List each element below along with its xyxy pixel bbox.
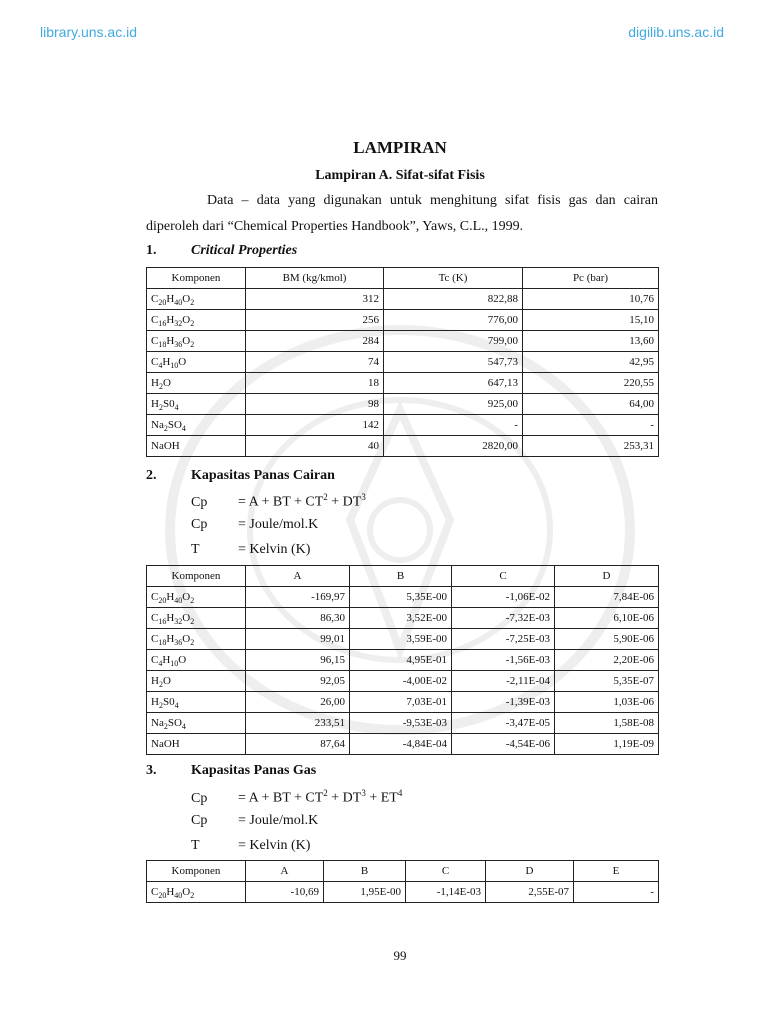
formula-subscript: 20 <box>158 298 167 308</box>
value-cell: 547,73 <box>384 352 523 373</box>
formula-text: NaOH <box>151 738 180 750</box>
column-header: D <box>555 566 659 587</box>
table-row <box>147 415 659 436</box>
value-cell: 1,19E-09 <box>555 734 659 755</box>
formula-subscript: 4 <box>181 424 186 434</box>
equation-lhs: T <box>191 542 200 557</box>
value-cell: 64,00 <box>523 394 659 415</box>
equation-rhs: = Joule/mol.K <box>238 813 319 828</box>
equation-lhs: Cp <box>191 494 208 510</box>
formula-subscript: 2 <box>190 596 195 606</box>
value-cell: 99,01 <box>246 629 350 650</box>
value-cell: 6,10E-06 <box>555 608 659 629</box>
value-cell: 776,00 <box>384 310 523 331</box>
value-cell: 2,55E-07 <box>486 882 574 903</box>
formula-subscript: 36 <box>174 638 183 648</box>
value-cell: 18 <box>246 373 384 394</box>
liquid-heat-capacity-table <box>146 565 659 755</box>
equation-lhs: Cp <box>191 517 208 532</box>
value-cell: 10,76 <box>523 289 659 310</box>
formula-subscript: 2 <box>158 382 163 392</box>
section-heading-gas-heat <box>146 763 316 779</box>
compound-cell <box>147 310 246 331</box>
table-row <box>147 289 659 310</box>
formula-text: O <box>182 633 191 645</box>
page-title: LAMPIRAN <box>353 138 447 157</box>
section-label: Kapasitas Panas Gas <box>191 763 317 778</box>
value-cell: 2,20E-06 <box>555 650 659 671</box>
page-number: 99 <box>393 948 407 963</box>
value-cell: 2820,00 <box>384 436 523 457</box>
value-cell: -7,25E-03 <box>452 629 555 650</box>
formula-subscript: 4 <box>158 361 163 371</box>
column-header: Tc (K) <box>384 268 523 289</box>
table-row <box>147 331 659 352</box>
value-cell: 1,95E-00 <box>324 882 406 903</box>
value-cell: 4,95E-01 <box>350 650 452 671</box>
value-cell: 1,58E-08 <box>555 713 659 734</box>
value-cell: -4,84E-04 <box>350 734 452 755</box>
formula-text: SO <box>167 419 182 431</box>
formula-subscript: 32 <box>174 319 183 329</box>
equation-lhs: Cp <box>191 813 208 828</box>
column-header: Pc (bar) <box>523 268 659 289</box>
formula-text: H <box>166 314 175 326</box>
formula-subscript: 10 <box>170 659 179 669</box>
equation-rhs: = Joule/mol.K <box>238 517 319 532</box>
formula-text: O <box>182 293 191 305</box>
formula-text: C <box>151 591 159 603</box>
value-cell: 7,84E-06 <box>555 587 659 608</box>
compound-cell <box>147 608 246 629</box>
equation-term: + DT <box>327 790 362 806</box>
formula-subscript: 18 <box>158 340 167 350</box>
compound-cell <box>147 587 246 608</box>
value-cell: 5,35E-00 <box>350 587 452 608</box>
equation-rhs: = A + BT + CT <box>238 790 324 806</box>
compound-cell <box>147 734 246 755</box>
table-row <box>147 734 659 755</box>
value-cell: 3,52E-00 <box>350 608 452 629</box>
value-cell: 98 <box>246 394 384 415</box>
value-cell: 233,51 <box>246 713 350 734</box>
compound-cell <box>147 882 246 903</box>
compound-cell <box>147 373 246 394</box>
formula-text: SO <box>167 717 182 729</box>
value-cell: 74 <box>246 352 384 373</box>
section-heading-liquid-heat <box>146 468 335 484</box>
value-cell: 5,90E-06 <box>555 629 659 650</box>
value-cell: 13,60 <box>523 331 659 352</box>
formula-subscript: 18 <box>158 638 167 648</box>
formula-subscript: 4 <box>181 722 186 732</box>
compound-cell <box>147 671 246 692</box>
compound-cell <box>147 650 246 671</box>
column-header: D <box>486 861 574 882</box>
value-cell: - <box>574 882 659 903</box>
value-cell: 822,88 <box>384 289 523 310</box>
compound-cell <box>147 692 246 713</box>
formula-subscript: 16 <box>158 319 167 329</box>
value-cell: -2,11E-04 <box>452 671 555 692</box>
header-right-link[interactable]: digilib.uns.ac.id <box>628 24 724 40</box>
value-cell: 86,30 <box>246 608 350 629</box>
formula-text: O <box>182 591 191 603</box>
formula-subscript: 2 <box>163 722 168 732</box>
table-header-row <box>147 566 659 587</box>
column-header: Komponen <box>147 566 246 587</box>
formula-subscript: 2 <box>158 680 163 690</box>
column-header: C <box>452 566 555 587</box>
value-cell: -1,39E-03 <box>452 692 555 713</box>
compound-cell <box>147 436 246 457</box>
table-row <box>147 587 659 608</box>
formula-subscript: 20 <box>158 596 167 606</box>
gas-heat-capacity-table <box>146 860 659 903</box>
formula-text: C <box>151 633 159 645</box>
table-row <box>147 352 659 373</box>
column-header: B <box>324 861 406 882</box>
formula-text: Na <box>151 419 164 431</box>
compound-cell <box>147 713 246 734</box>
value-cell: 15,10 <box>523 310 659 331</box>
value-cell: -3,47E-05 <box>452 713 555 734</box>
formula-text: C <box>151 314 159 326</box>
column-header: C <box>406 861 486 882</box>
table-row <box>147 713 659 734</box>
formula-subscript: 2 <box>190 319 195 329</box>
formula-text: H <box>162 356 171 368</box>
equation-term: + DT <box>327 494 362 510</box>
formula-text: C <box>151 356 159 368</box>
value-cell: 312 <box>246 289 384 310</box>
table-header-row <box>147 861 659 882</box>
formula-subscript: 4 <box>174 701 179 711</box>
value-cell: 92,05 <box>246 671 350 692</box>
table-row <box>147 650 659 671</box>
table-header-row <box>147 268 659 289</box>
formula-subscript: 36 <box>174 340 183 350</box>
formula-subscript: 4 <box>174 403 179 413</box>
formula-text: O <box>162 675 171 687</box>
value-cell: 799,00 <box>384 331 523 352</box>
value-cell: - <box>384 415 523 436</box>
formula-text: H <box>162 654 171 666</box>
value-cell: 87,64 <box>246 734 350 755</box>
formula-text: H <box>166 633 175 645</box>
compound-cell <box>147 415 246 436</box>
value-cell: -169,97 <box>246 587 350 608</box>
section-label: Critical Properties <box>191 243 298 258</box>
equation-cp-gas <box>191 788 402 807</box>
value-cell: 5,35E-07 <box>555 671 659 692</box>
formula-text: O <box>182 612 191 624</box>
formula-text: H <box>166 591 175 603</box>
formula-text: S0 <box>162 696 175 708</box>
compound-cell <box>147 629 246 650</box>
value-cell: 220,55 <box>523 373 659 394</box>
formula-text: C <box>151 335 159 347</box>
table-row <box>147 671 659 692</box>
formula-text: H <box>151 377 159 389</box>
page-subtitle: Lampiran A. Sifat-sifat Fisis <box>315 168 485 183</box>
value-cell: -10,69 <box>246 882 324 903</box>
formula-text: H <box>151 398 159 410</box>
formula-subscript: 2 <box>158 701 163 711</box>
exponent: 2 <box>323 788 328 798</box>
formula-text: S0 <box>162 398 175 410</box>
compound-cell <box>147 331 246 352</box>
section-number: 2. <box>146 468 157 483</box>
equation-rhs: = Kelvin (K) <box>238 542 311 557</box>
table-row <box>147 310 659 331</box>
value-cell: -1,56E-03 <box>452 650 555 671</box>
value-cell: -4,54E-06 <box>452 734 555 755</box>
equation-rhs: = A + BT + CT <box>238 494 324 510</box>
formula-text: H <box>151 675 159 687</box>
value-cell: 925,00 <box>384 394 523 415</box>
value-cell: -1,14E-03 <box>406 882 486 903</box>
formula-subscript: 40 <box>174 596 183 606</box>
equation-temp-gas <box>191 838 310 854</box>
table-row <box>147 394 659 415</box>
section-heading-critical <box>146 243 297 259</box>
formula-text: C <box>151 654 159 666</box>
column-header: E <box>574 861 659 882</box>
value-cell: -1,06E-02 <box>452 587 555 608</box>
formula-text: C <box>151 886 159 898</box>
value-cell: - <box>523 415 659 436</box>
formula-text: O <box>182 335 191 347</box>
value-cell: 26,00 <box>246 692 350 713</box>
intro-line-2: diperoleh dari “Chemical Properties Handbook”, Yaws, C.L., 1999. <box>146 219 524 234</box>
value-cell: 42,95 <box>523 352 659 373</box>
section-number: 1. <box>146 243 157 258</box>
section-label: Kapasitas Panas Cairan <box>191 468 335 483</box>
equation-lhs: Cp <box>191 790 208 806</box>
formula-text: H <box>166 612 175 624</box>
formula-text: Na <box>151 717 164 729</box>
table-row <box>147 436 659 457</box>
formula-text: O <box>182 314 191 326</box>
intro-line-1: Data – data yang digunakan untuk menghitung sifat fisis gas dan cairan <box>207 193 658 208</box>
equation-unit-gas <box>191 813 318 829</box>
value-cell: 142 <box>246 415 384 436</box>
equation-lhs: T <box>191 838 200 853</box>
formula-text: O <box>178 356 187 368</box>
compound-cell <box>147 289 246 310</box>
formula-subscript: 20 <box>158 891 167 901</box>
value-cell: 7,03E-01 <box>350 692 452 713</box>
exponent: 3 <box>361 788 366 798</box>
formula-subscript: 2 <box>190 891 195 901</box>
value-cell: 647,13 <box>384 373 523 394</box>
formula-subscript: 4 <box>158 659 163 669</box>
table-row <box>147 373 659 394</box>
table-row <box>147 629 659 650</box>
formula-text: C <box>151 612 159 624</box>
formula-text: H <box>166 335 175 347</box>
formula-text: H <box>151 696 159 708</box>
formula-subscript: 2 <box>190 298 195 308</box>
formula-subscript: 2 <box>190 638 195 648</box>
formula-text: O <box>162 377 171 389</box>
column-header: Komponen <box>147 861 246 882</box>
formula-subscript: 40 <box>174 891 183 901</box>
value-cell: 256 <box>246 310 384 331</box>
exponent: 3 <box>361 492 366 502</box>
column-header: A <box>246 861 324 882</box>
value-cell: -9,53E-03 <box>350 713 452 734</box>
formula-subscript: 16 <box>158 617 167 627</box>
value-cell: 96,15 <box>246 650 350 671</box>
column-header: BM (kg/kmol) <box>246 268 384 289</box>
column-header: Komponen <box>147 268 246 289</box>
formula-text: H <box>166 886 175 898</box>
table-row <box>147 882 659 903</box>
value-cell: 3,59E-00 <box>350 629 452 650</box>
column-header: A <box>246 566 350 587</box>
critical-properties-table <box>146 267 659 457</box>
equation-temp-liquid <box>191 542 310 558</box>
formula-text: O <box>182 886 191 898</box>
equation-rhs: = Kelvin (K) <box>238 838 311 853</box>
table-row <box>147 692 659 713</box>
section-number: 3. <box>146 763 157 778</box>
value-cell: -4,00E-02 <box>350 671 452 692</box>
value-cell: -7,32E-03 <box>452 608 555 629</box>
exponent: 4 <box>397 788 403 798</box>
formula-text: O <box>178 654 187 666</box>
equation-term: + ET <box>365 790 398 806</box>
value-cell: 1,03E-06 <box>555 692 659 713</box>
formula-subscript: 32 <box>174 617 183 627</box>
value-cell: 253,31 <box>523 436 659 457</box>
formula-subscript: 2 <box>190 617 195 627</box>
formula-text: H <box>166 293 175 305</box>
table-row <box>147 608 659 629</box>
exponent: 2 <box>323 492 328 502</box>
compound-cell <box>147 394 246 415</box>
equation-cp-liquid <box>191 492 366 511</box>
column-header: B <box>350 566 452 587</box>
formula-subscript: 2 <box>190 340 195 350</box>
value-cell: 284 <box>246 331 384 352</box>
equation-unit-liquid <box>191 517 318 533</box>
formula-subscript: 2 <box>163 424 168 434</box>
formula-text: NaOH <box>151 440 180 452</box>
formula-subscript: 2 <box>158 403 163 413</box>
formula-subscript: 10 <box>170 361 179 371</box>
formula-text: C <box>151 293 159 305</box>
header-left-link[interactable]: library.uns.ac.id <box>40 24 138 40</box>
formula-subscript: 40 <box>174 298 183 308</box>
value-cell: 40 <box>246 436 384 457</box>
compound-cell <box>147 352 246 373</box>
